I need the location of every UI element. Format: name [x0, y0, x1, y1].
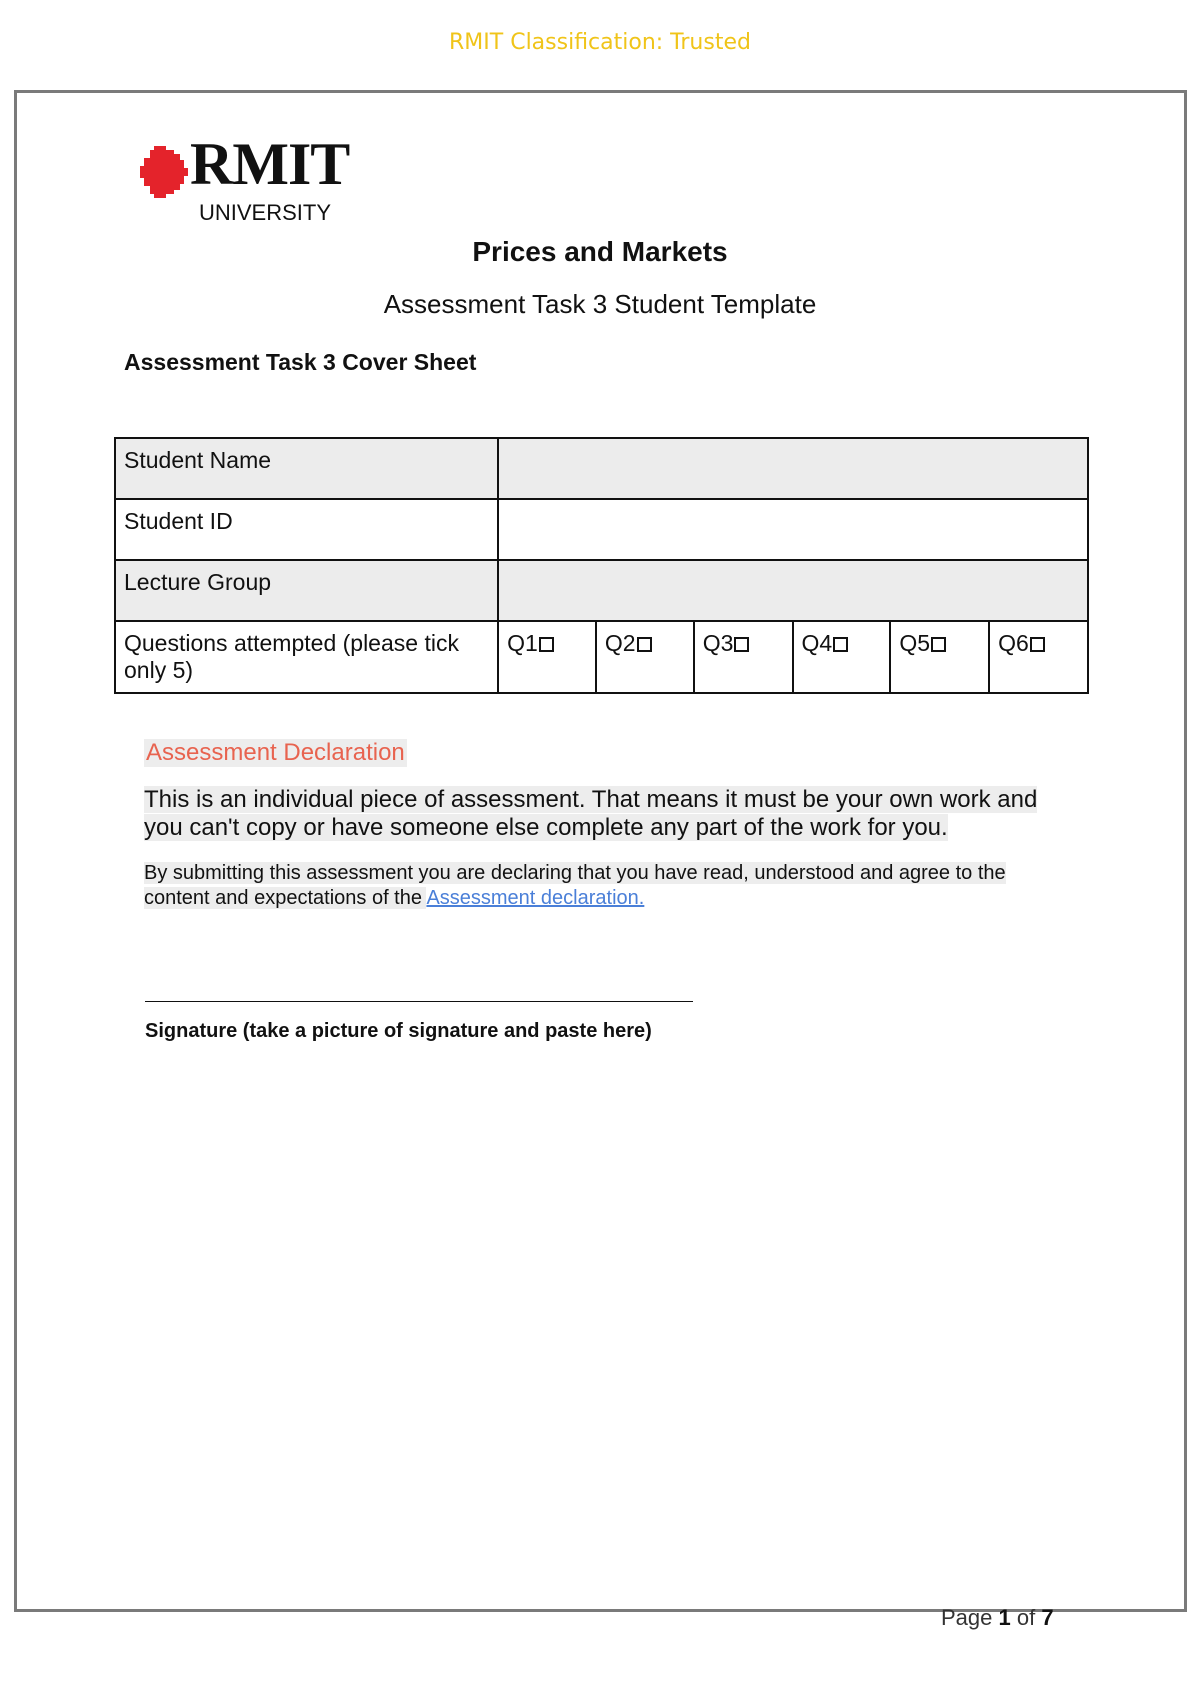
rmit-pixel-mark-icon	[140, 146, 188, 198]
checkbox-icon	[931, 637, 946, 652]
question-label: Q5	[899, 630, 930, 656]
declaration-title: Assessment Declaration	[146, 739, 405, 766]
rmit-wordmark: RMIT	[190, 131, 350, 197]
checkbox-icon	[833, 637, 848, 652]
rmit-logo	[140, 131, 350, 235]
checkbox-icon	[734, 637, 749, 652]
question-6-checkbox[interactable]	[989, 621, 1088, 693]
signature-caption: Signature (take a picture of signature and paste here)	[145, 1020, 652, 1042]
question-label: Q4	[801, 630, 833, 656]
checkbox-icon	[637, 637, 652, 652]
document-subtitle: Assessment Task 3 Student Template	[383, 289, 817, 319]
student-info-table	[114, 437, 1089, 694]
lecture-group-field[interactable]	[498, 560, 1088, 621]
question-3-checkbox[interactable]	[694, 621, 793, 693]
question-label: Q2	[604, 630, 636, 656]
student-name-field[interactable]	[498, 438, 1088, 499]
table-row	[115, 560, 1088, 621]
page-word: Page	[941, 1605, 993, 1630]
student-name-label: Student Name	[115, 438, 498, 499]
question-label: Q3	[702, 630, 734, 656]
declaration-paragraph	[144, 786, 1064, 842]
checkbox-icon	[1030, 637, 1045, 652]
signature-line[interactable]	[145, 1001, 693, 1002]
student-id-label: Student ID	[115, 499, 498, 560]
document-title: Prices and Markets	[472, 236, 728, 267]
page-total: 7	[1041, 1605, 1054, 1630]
lecture-group-label: Lecture Group	[115, 560, 498, 621]
question-5-checkbox[interactable]	[890, 621, 989, 693]
table-row	[115, 499, 1088, 560]
declaration-paragraph-text: This is an individual piece of assessment. That means it must be your own work and you can't copy or have someone else complete any part of the work for you.	[144, 786, 1038, 841]
assessment-declaration-link[interactable]: Assessment declaration.	[426, 887, 645, 909]
table-row	[115, 438, 1088, 499]
question-label: Q6	[998, 630, 1029, 656]
cover-sheet-heading: Assessment Task 3 Cover Sheet	[124, 349, 477, 375]
questions-attempted-label: Questions attempted (please tick only 5)	[115, 621, 498, 693]
page-number	[941, 1605, 1054, 1631]
student-id-field[interactable]	[498, 499, 1088, 560]
declaration-agreement-text: By submitting this assessment you are declaring that you have read, understood and agree to the content and expectations of the	[144, 862, 1006, 909]
question-label: Q1	[507, 630, 538, 656]
checkbox-icon	[539, 637, 554, 652]
rmit-university-text: UNIVERSITY	[199, 200, 332, 225]
question-2-checkbox[interactable]	[596, 621, 694, 693]
page-current: 1	[998, 1605, 1011, 1630]
classification-label: RMIT Classification: Trusted	[449, 30, 751, 55]
of-word: of	[1016, 1605, 1036, 1630]
table-row	[115, 621, 1088, 693]
declaration-agreement	[144, 861, 1064, 911]
question-1-checkbox[interactable]	[498, 621, 596, 693]
question-4-checkbox[interactable]	[793, 621, 891, 693]
